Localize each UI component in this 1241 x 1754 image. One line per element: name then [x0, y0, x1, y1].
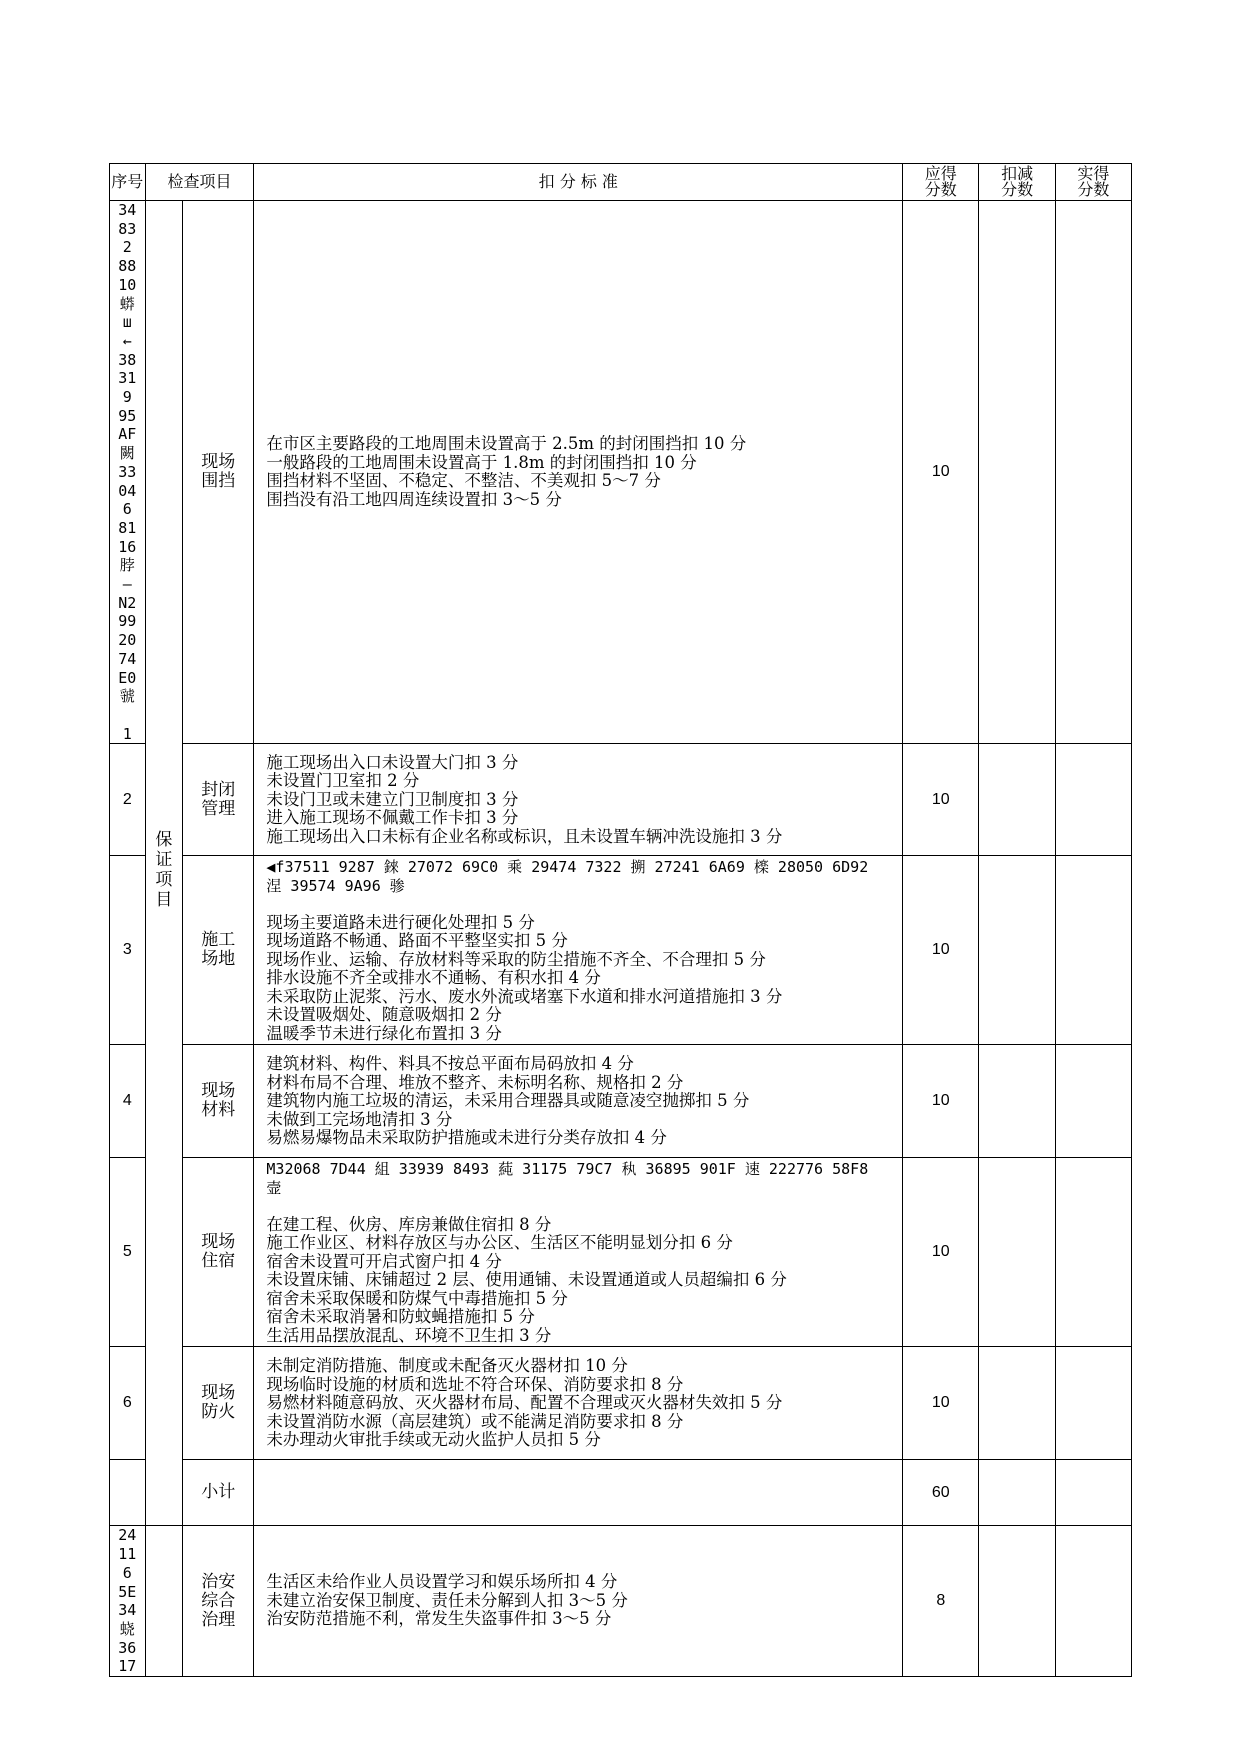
row-actual-score[interactable] — [1055, 201, 1131, 744]
row-due-score: 10 — [903, 856, 979, 1045]
criteria-line: 未制定消防措施、制度或未配备灭火器材扣 10 分 — [266, 1356, 628, 1376]
table-row — [110, 856, 1132, 1045]
row-seq: 2 — [110, 744, 146, 856]
group-label: 保 证 项 目 — [145, 201, 183, 1526]
criteria-line: 现场道路不畅通、路面不平整坚实扣 5 分 — [266, 931, 568, 951]
garbled-text-line: 壸 — [266, 1178, 282, 1197]
criteria-line: 排水设施不齐全或排水不通畅、有积水扣 4 分 — [266, 968, 601, 988]
seq-fragment: 95 — [118, 406, 137, 425]
seq-fragment: 81 — [118, 518, 137, 537]
criteria-line: 未办理动火审批手续或无动火监护人员扣 5 分 — [266, 1430, 601, 1450]
row-item: 现场 材料 — [183, 1045, 254, 1158]
row-deduct-score[interactable] — [979, 1045, 1055, 1158]
subtotal-actual-score[interactable] — [1055, 1460, 1131, 1526]
criteria-line: 未设置床铺、床铺超过 2 层、使用通铺、未设置通道或人员超编扣 6 分 — [266, 1270, 787, 1290]
seq-fragment: AF — [118, 425, 137, 444]
seq-fragment: 74 — [118, 649, 137, 668]
criteria-line: 易燃材料随意码放、灭火器材布局、配置不合理或灭火器材失效扣 5 分 — [266, 1393, 783, 1413]
row-criteria — [254, 1347, 903, 1460]
seq-fragment: 33 — [118, 462, 137, 481]
header-due-score: 应得 分数 — [903, 164, 979, 201]
criteria-line: 宿舍未采取保暖和防煤气中毒措施扣 5 分 — [266, 1288, 568, 1308]
row-seq: 5 — [110, 1158, 146, 1347]
criteria-line: 现场主要道路未进行硬化处理扣 5 分 — [266, 912, 535, 932]
seq-fragment: ← — [122, 331, 132, 350]
header-item: 检查项目 — [145, 164, 254, 201]
criteria-line: 建筑物内施工垃圾的清运，未采用合理器具或随意凌空抛掷扣 5 分 — [266, 1091, 750, 1111]
criteria-line: 建筑材料、构件、料具不按总平面布局码放扣 4 分 — [266, 1054, 634, 1074]
row-actual-score[interactable] — [1055, 1347, 1131, 1460]
seq-fragment — [110, 706, 145, 725]
row-deduct-score[interactable] — [979, 1347, 1055, 1460]
subtotal-deduct-score[interactable] — [979, 1460, 1055, 1526]
seq-fragment: 蟒 — [119, 294, 135, 313]
seq-fragment: 16 — [118, 537, 137, 556]
seq-fragment: 34 — [118, 1601, 137, 1620]
table-row — [110, 1347, 1132, 1460]
row-due-score: 10 — [903, 1158, 979, 1347]
seq-fragment: 36 — [118, 1638, 137, 1657]
seq-fragment: 04 — [118, 481, 137, 500]
seq-fragment: 脖 — [119, 556, 135, 575]
garbled-text-line: 涅 39574 9A96 骖 — [266, 876, 405, 895]
table-row — [110, 201, 1132, 744]
criteria-line: 未建立治安保卫制度、责任未分解到人扣 3～5 分 — [266, 1590, 628, 1610]
header-criteria: 扣 分 标 准 — [254, 164, 903, 201]
criteria-line: 未采取防止泥浆、污水、废水外流或堵塞下水道和排水河道措施扣 3 分 — [266, 986, 783, 1006]
criteria-line: 施工现场出入口未设置大门扣 3 分 — [266, 752, 519, 772]
seq-fragment: 5E — [118, 1582, 137, 1601]
row-due-score: 10 — [903, 1045, 979, 1158]
row-item: 施工 场地 — [183, 856, 254, 1045]
garbled-text-line: M32068 7D44 組 33939 8493 蒓 31175 79C7 秇 36895 901F 速 222776 58F8 — [266, 1160, 869, 1179]
row-deduct-score[interactable] — [979, 856, 1055, 1045]
criteria-line: 未设置吸烟处、随意吸烟扣 2 分 — [266, 1005, 502, 1025]
criteria-line: 材料布局不合理、堆放不整齐、未标明名称、规格扣 2 分 — [266, 1072, 684, 1092]
seq-fragment: 99 — [118, 612, 137, 631]
subtotal-label: 小计 — [183, 1460, 254, 1526]
row-criteria — [254, 856, 903, 1045]
row-criteria — [254, 1158, 903, 1347]
header-seq: 序号 — [110, 164, 146, 201]
criteria-line: 围挡材料不坚固、不稳定、不整洁、不美观扣 5～7 分 — [266, 471, 661, 491]
table-header-row — [110, 164, 1132, 201]
row-due-score: 10 — [903, 744, 979, 856]
row-deduct-score[interactable] — [979, 744, 1055, 856]
criteria-line: 在市区主要路段的工地周围未设置高于 2.5m 的封闭围挡扣 10 分 — [266, 434, 747, 454]
seq-fragment: 88 — [118, 257, 137, 276]
seq-fragment: 9 — [122, 388, 132, 407]
row-criteria — [254, 201, 903, 744]
seq-fragment: 闕 — [119, 444, 135, 463]
criteria-line: 温暖季节未进行绿化布置扣 3 分 — [266, 1023, 502, 1043]
row-item: 现场 防火 — [183, 1347, 254, 1460]
seq-fragment: 蛲 — [119, 1619, 135, 1638]
criteria-line: 未设门卫或未建立门卫制度扣 3 分 — [266, 789, 519, 809]
seq-fragment: 10 — [118, 275, 137, 294]
criteria-line: 围挡没有沿工地四周连续设置扣 3～5 分 — [266, 489, 562, 509]
criteria-line: 未设置消防水源（高层建筑）或不能满足消防要求扣 8 分 — [266, 1411, 684, 1431]
criteria-line: 施工作业区、材料存放区与办公区、生活区不能明显划分扣 6 分 — [266, 1233, 733, 1253]
seq-fragment: ш — [122, 313, 132, 332]
row-seq — [110, 201, 146, 744]
row-actual-score[interactable] — [1055, 1526, 1131, 1677]
inspection-score-table — [109, 163, 1132, 1677]
criteria-line: 在建工程、伙房、库房兼做住宿扣 8 分 — [266, 1214, 552, 1234]
row-actual-score[interactable] — [1055, 744, 1131, 856]
row-criteria — [254, 744, 903, 856]
seq-fragment: 20 — [118, 631, 137, 650]
row-actual-score[interactable] — [1055, 856, 1131, 1045]
subtotal-criteria — [254, 1460, 903, 1526]
seq-fragment: 24 — [118, 1526, 137, 1545]
header-deduct-score: 扣减 分数 — [979, 164, 1055, 201]
seq-fragment: 83 — [118, 219, 137, 238]
row-seq: 3 — [110, 856, 146, 1045]
row-actual-score[interactable] — [1055, 1045, 1131, 1158]
criteria-line: 施工现场出入口未标有企业名称或标识，且未设置车辆冲洗设施扣 3 分 — [266, 826, 783, 846]
row-due-score: 8 — [903, 1526, 979, 1677]
criteria-line: 一般路段的工地周围未设置高于 1.8m 的封闭围挡扣 10 分 — [266, 452, 697, 472]
criteria-line: 宿舍未采取消暑和防蚊蝇措施扣 5 分 — [266, 1307, 535, 1327]
row-criteria — [254, 1045, 903, 1158]
table-row — [110, 1045, 1132, 1158]
table-row — [110, 1526, 1132, 1677]
criteria-line: 现场作业、运输、存放材料等采取的防尘措施不齐全、不合理扣 5 分 — [266, 949, 766, 969]
subtotal-score: 60 — [903, 1460, 979, 1526]
seq-fragment: E0 — [118, 668, 137, 687]
row-criteria — [254, 1526, 903, 1677]
seq-fragment: 31 — [118, 369, 137, 388]
row-actual-score[interactable] — [1055, 1158, 1131, 1347]
criteria-line: 未设置门卫室扣 2 分 — [266, 771, 420, 791]
seq-fragment: 虢 — [119, 687, 135, 706]
seq-fragment: N2 — [118, 593, 137, 612]
row-due-score: 10 — [903, 201, 979, 744]
table-row — [110, 1158, 1132, 1347]
criteria-line: 宿舍未设置可开启式窗户扣 4 分 — [266, 1251, 502, 1271]
criteria-line: 生活用品摆放混乱、环境不卫生扣 3 分 — [266, 1325, 552, 1345]
row-item: 治安 综合 治理 — [183, 1526, 254, 1677]
seq-fragment: 17 — [118, 1657, 137, 1676]
criteria-line: 生活区未给作业人员设置学习和娱乐场所扣 4 分 — [266, 1572, 618, 1592]
seq-fragment: 34 — [118, 201, 137, 219]
seq-fragment: 6 — [122, 1563, 132, 1582]
subtotal-row — [110, 1460, 1132, 1526]
seq-fragment: 1 — [122, 724, 132, 743]
table-row — [110, 744, 1132, 856]
criteria-line: 易燃易爆物品未采取防护措施或未进行分类存放扣 4 分 — [266, 1128, 667, 1148]
garbled-text-line: ◀f37511 9287 錸 27072 69C0 乘 29474 7322 搠 27241 6A69 檪 28050 6D92 — [266, 858, 869, 877]
row-seq: 4 — [110, 1045, 146, 1158]
criteria-line: 治安防范措施不利，常发生失盗事件扣 3～5 分 — [266, 1609, 612, 1629]
criteria-line: 现场临时设施的材质和选址不符合环保、消防要求扣 8 分 — [266, 1374, 684, 1394]
seq-fragment: 38 — [118, 350, 137, 369]
seq-fragment: — — [122, 575, 132, 594]
row-item: 现场 住宿 — [183, 1158, 254, 1347]
row-seq: 6 — [110, 1347, 146, 1460]
row-deduct-score[interactable] — [979, 1526, 1055, 1677]
header-actual-score: 实得 分数 — [1055, 164, 1131, 201]
row-item: 封闭 管理 — [183, 744, 254, 856]
row-seq — [110, 1526, 146, 1677]
row-item: 现场 围挡 — [183, 201, 254, 744]
subtotal-seq — [110, 1460, 146, 1526]
row-deduct-score[interactable] — [979, 201, 1055, 744]
row-deduct-score[interactable] — [979, 1158, 1055, 1347]
row-group-empty — [145, 1526, 183, 1677]
criteria-line: 未做到工完场地清扣 3 分 — [266, 1109, 453, 1129]
seq-fragment: 11 — [118, 1545, 137, 1564]
row-due-score: 10 — [903, 1347, 979, 1460]
criteria-line: 进入施工现场不佩戴工作卡扣 3 分 — [266, 808, 519, 828]
seq-fragment: 6 — [122, 500, 132, 519]
seq-fragment: 2 — [122, 238, 132, 257]
